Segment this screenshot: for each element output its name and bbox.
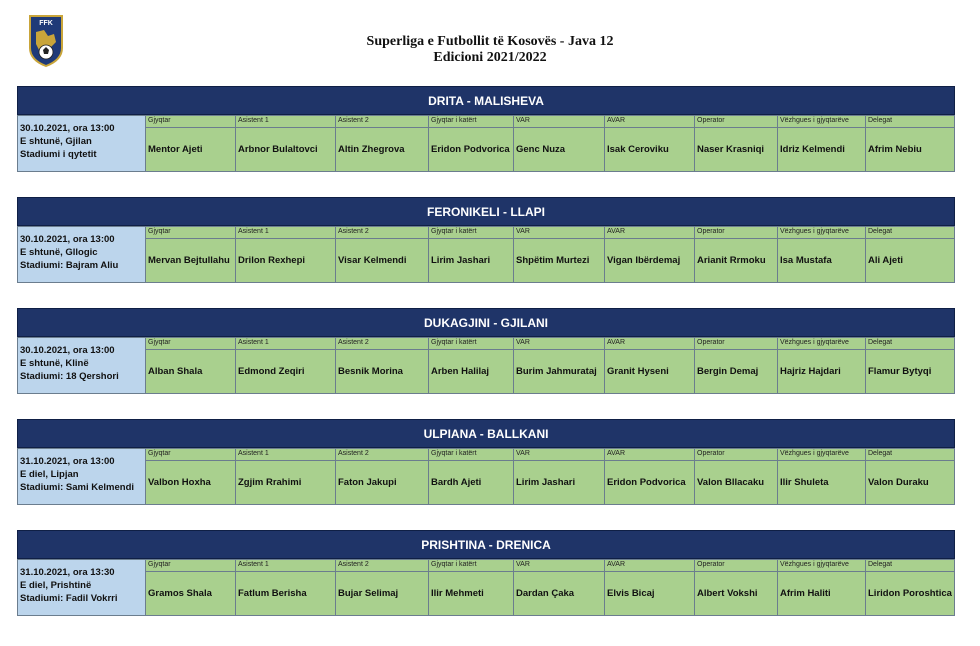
official-cell <box>695 226 778 283</box>
divider <box>429 571 513 572</box>
official-name: Eridon Podvorica <box>431 144 510 155</box>
divider <box>605 238 694 239</box>
official-name: Dardan Çaka <box>516 588 575 599</box>
role-label: Asistent 1 <box>238 561 269 568</box>
match-date: 30.10.2021, ora 13:00 <box>20 234 115 245</box>
match-date: 31.10.2021, ora 13:30 <box>20 567 115 578</box>
match-place: E diel, Prishtinë <box>20 580 92 591</box>
official-cell <box>336 337 429 394</box>
official-name: Lirim Jashari <box>431 255 491 266</box>
official-cell <box>866 559 955 616</box>
role-label: Operator <box>697 339 725 346</box>
official-name: Isa Mustafa <box>780 255 832 266</box>
divider <box>778 460 865 461</box>
role-label: Delegat <box>868 561 893 568</box>
role-label: Gjyqtar <box>148 117 171 124</box>
match-info <box>17 448 146 505</box>
divider <box>236 349 335 350</box>
divider <box>866 349 954 350</box>
official-name: Gramos Shala <box>148 588 212 599</box>
match-date: 31.10.2021, ora 13:00 <box>20 456 115 467</box>
divider <box>146 127 235 128</box>
divider <box>866 571 954 572</box>
official-name: Valbon Hoxha <box>148 477 211 488</box>
official-name: Alban Shala <box>148 366 203 377</box>
role-label: Delegat <box>868 117 893 124</box>
official-cell <box>695 337 778 394</box>
divider <box>336 238 428 239</box>
role-label: Vëzhgues i gjyqtarëve <box>780 561 849 568</box>
divider <box>778 127 865 128</box>
divider <box>778 571 865 572</box>
divider <box>146 571 235 572</box>
match-place: E shtunë, Gllogic <box>20 247 98 258</box>
match-title: DUKAGJINI - GJILANI <box>17 308 955 337</box>
official-name: Faton Jakupi <box>338 477 397 488</box>
role-label: Asistent 1 <box>238 339 269 346</box>
official-name: Flamur Bytyqi <box>868 366 932 377</box>
official-cell <box>605 559 695 616</box>
official-cell <box>778 337 866 394</box>
match-info <box>17 115 146 172</box>
divider <box>429 127 513 128</box>
official-cell <box>429 226 514 283</box>
role-label: Asistent 2 <box>338 450 369 457</box>
divider <box>146 238 235 239</box>
match-title: ULPIANA - BALLKANI <box>17 419 955 448</box>
official-cell <box>778 559 866 616</box>
divider <box>514 349 604 350</box>
role-label: AVAR <box>607 561 626 568</box>
official-cell <box>514 226 605 283</box>
official-cell <box>866 337 955 394</box>
role-label: Gjyqtar <box>148 339 171 346</box>
official-cell <box>778 115 866 172</box>
divider <box>236 460 335 461</box>
role-label: AVAR <box>607 228 626 235</box>
match-date: 30.10.2021, ora 13:00 <box>20 123 115 134</box>
match-stadium: Stadiumi: Fadil Vokrri <box>20 593 118 604</box>
role-label: Operator <box>697 450 725 457</box>
official-name: Bergin Demaj <box>697 366 759 377</box>
official-name: Shpëtim Murtezi <box>516 255 590 266</box>
role-label: Gjyqtar <box>148 450 171 457</box>
official-name: Drilon Rexhepi <box>238 255 306 266</box>
divider <box>695 349 777 350</box>
role-label: AVAR <box>607 339 626 346</box>
match-stadium: Stadiumi: Sami Kelmendi <box>20 482 135 493</box>
role-label: VAR <box>516 561 530 568</box>
divider <box>336 349 428 350</box>
official-cell <box>146 226 236 283</box>
official-cell <box>605 115 695 172</box>
divider <box>695 238 777 239</box>
official-cell <box>146 559 236 616</box>
official-name: Lirim Jashari <box>516 477 576 488</box>
divider <box>146 460 235 461</box>
official-name: Granit Hyseni <box>607 366 669 377</box>
official-cell <box>866 448 955 505</box>
divider <box>429 349 513 350</box>
match-block <box>17 419 955 506</box>
official-name: Eridon Podvorica <box>607 477 686 488</box>
official-cell <box>336 226 429 283</box>
official-name: Mentor Ajeti <box>148 144 203 155</box>
role-label: Operator <box>697 228 725 235</box>
official-cell <box>514 448 605 505</box>
official-cell <box>605 448 695 505</box>
divider <box>778 238 865 239</box>
official-name: Altin Zhegrova <box>338 144 405 155</box>
official-name: Naser Krasniqi <box>697 144 765 155</box>
official-name: Burim Jahmurataj <box>516 366 597 377</box>
match-stadium: Stadiumi i qytetit <box>20 149 97 160</box>
match-info <box>17 559 146 616</box>
logo-text: FFK <box>39 20 53 27</box>
match-place: E shtunë, Gjilan <box>20 136 92 147</box>
divider <box>336 127 428 128</box>
divider <box>605 127 694 128</box>
match-block <box>17 197 955 284</box>
official-name: Idriz Kelmendi <box>780 144 845 155</box>
official-name: Arbnor Bulaltovci <box>238 144 318 155</box>
official-name: Valon Bllacaku <box>697 477 765 488</box>
role-label: Gjyqtar i katërt <box>431 450 477 457</box>
official-cell <box>429 448 514 505</box>
official-name: Elvis Bicaj <box>607 588 655 599</box>
official-name: Liridon Poroshtica <box>868 588 952 599</box>
official-cell <box>514 115 605 172</box>
role-label: Gjyqtar <box>148 228 171 235</box>
official-cell <box>695 559 778 616</box>
page-title: Superliga e Futbollit të Kosovës - Java 12 <box>366 34 614 49</box>
role-label: Asistent 1 <box>238 450 269 457</box>
official-name: Ilir Mehmeti <box>431 588 484 599</box>
role-label: Asistent 1 <box>238 228 269 235</box>
official-cell <box>429 559 514 616</box>
divider <box>236 571 335 572</box>
match-info <box>17 337 146 394</box>
official-cell <box>778 448 866 505</box>
official-cell <box>866 115 955 172</box>
role-label: Gjyqtar i katërt <box>431 561 477 568</box>
divider <box>695 571 777 572</box>
official-name: Valon Duraku <box>868 477 929 488</box>
official-cell <box>236 448 336 505</box>
role-label: VAR <box>516 339 530 346</box>
official-cell <box>236 559 336 616</box>
official-name: Edmond Zeqiri <box>238 366 305 377</box>
official-cell <box>866 226 955 283</box>
match-info <box>17 226 146 283</box>
divider <box>605 349 694 350</box>
match-place: E diel, Lipjan <box>20 469 79 480</box>
role-label: Asistent 2 <box>338 228 369 235</box>
official-cell <box>146 115 236 172</box>
divider <box>429 460 513 461</box>
divider <box>605 460 694 461</box>
official-name: Genc Nuza <box>516 144 566 155</box>
official-name: Arianit Rrmoku <box>697 255 766 266</box>
role-label: Vëzhgues i gjyqtarëve <box>780 450 849 457</box>
divider <box>514 571 604 572</box>
official-name: Bardh Ajeti <box>431 477 482 488</box>
official-cell <box>236 226 336 283</box>
role-label: Asistent 2 <box>338 339 369 346</box>
official-name: Arben Halilaj <box>431 366 490 377</box>
official-cell <box>605 337 695 394</box>
official-name: Ilir Shuleta <box>780 477 829 488</box>
match-place: E shtunë, Klinë <box>20 358 89 369</box>
page-subtitle: Edicioni 2021/2022 <box>433 50 547 65</box>
official-name: Vigan Ibërdemaj <box>607 255 681 266</box>
role-label: Asistent 2 <box>338 117 369 124</box>
official-name: Hajriz Hajdari <box>780 366 841 377</box>
official-cell <box>429 115 514 172</box>
divider <box>695 460 777 461</box>
role-label: Gjyqtar i katërt <box>431 228 477 235</box>
match-block <box>17 530 955 617</box>
official-name: Fatlum Berisha <box>238 588 307 599</box>
role-label: Vëzhgues i gjyqtarëve <box>780 117 849 124</box>
match-title: FERONIKELI - LLAPI <box>17 197 955 226</box>
role-label: AVAR <box>607 450 626 457</box>
official-name: Mervan Bejtullahu <box>148 255 230 266</box>
role-label: AVAR <box>607 117 626 124</box>
role-label: VAR <box>516 450 530 457</box>
divider <box>695 127 777 128</box>
official-cell <box>146 448 236 505</box>
official-cell <box>146 337 236 394</box>
divider <box>236 238 335 239</box>
divider <box>429 238 513 239</box>
divider <box>514 127 604 128</box>
divider <box>866 460 954 461</box>
role-label: Vëzhgues i gjyqtarëve <box>780 339 849 346</box>
divider <box>146 349 235 350</box>
official-name: Isak Ceroviku <box>607 144 669 155</box>
role-label: Gjyqtar i katërt <box>431 339 477 346</box>
divider <box>866 238 954 239</box>
official-name: Afrim Haliti <box>780 588 831 599</box>
official-cell <box>605 226 695 283</box>
official-cell <box>695 115 778 172</box>
match-stadium: Stadiumi: Bajram Aliu <box>20 260 119 271</box>
official-name: Zgjim Rrahimi <box>238 477 302 488</box>
official-cell <box>514 559 605 616</box>
official-cell <box>429 337 514 394</box>
match-block <box>17 86 955 173</box>
divider <box>605 571 694 572</box>
official-cell <box>695 448 778 505</box>
official-name: Bujar Selimaj <box>338 588 399 599</box>
divider <box>336 460 428 461</box>
official-cell <box>336 559 429 616</box>
divider <box>514 460 604 461</box>
official-cell <box>336 115 429 172</box>
role-label: VAR <box>516 228 530 235</box>
role-label: Asistent 2 <box>338 561 369 568</box>
divider <box>866 127 954 128</box>
official-name: Albert Vokshi <box>697 588 758 599</box>
role-label: VAR <box>516 117 530 124</box>
match-stadium: Stadiumi: 18 Qershori <box>20 371 119 382</box>
official-name: Ali Ajeti <box>868 255 904 266</box>
official-cell <box>778 226 866 283</box>
official-cell <box>236 115 336 172</box>
match-title: DRITA - MALISHEVA <box>17 86 955 115</box>
role-label: Delegat <box>868 228 893 235</box>
official-name: Afrim Nebiu <box>868 144 922 155</box>
official-name: Besnik Morina <box>338 366 403 377</box>
match-date: 30.10.2021, ora 13:00 <box>20 345 115 356</box>
role-label: Vëzhgues i gjyqtarëve <box>780 228 849 235</box>
divider <box>514 238 604 239</box>
official-name: Visar Kelmendi <box>338 255 407 266</box>
role-label: Gjyqtar i katërt <box>431 117 477 124</box>
role-label: Delegat <box>868 450 893 457</box>
match-title: PRISHTINA - DRENICA <box>17 530 955 559</box>
match-block <box>17 308 955 395</box>
role-label: Asistent 1 <box>238 117 269 124</box>
role-label: Operator <box>697 117 725 124</box>
role-label: Gjyqtar <box>148 561 171 568</box>
divider <box>778 349 865 350</box>
role-label: Operator <box>697 561 725 568</box>
official-cell <box>336 448 429 505</box>
official-cell <box>514 337 605 394</box>
divider <box>336 571 428 572</box>
role-label: Delegat <box>868 339 893 346</box>
official-cell <box>236 337 336 394</box>
divider <box>236 127 335 128</box>
